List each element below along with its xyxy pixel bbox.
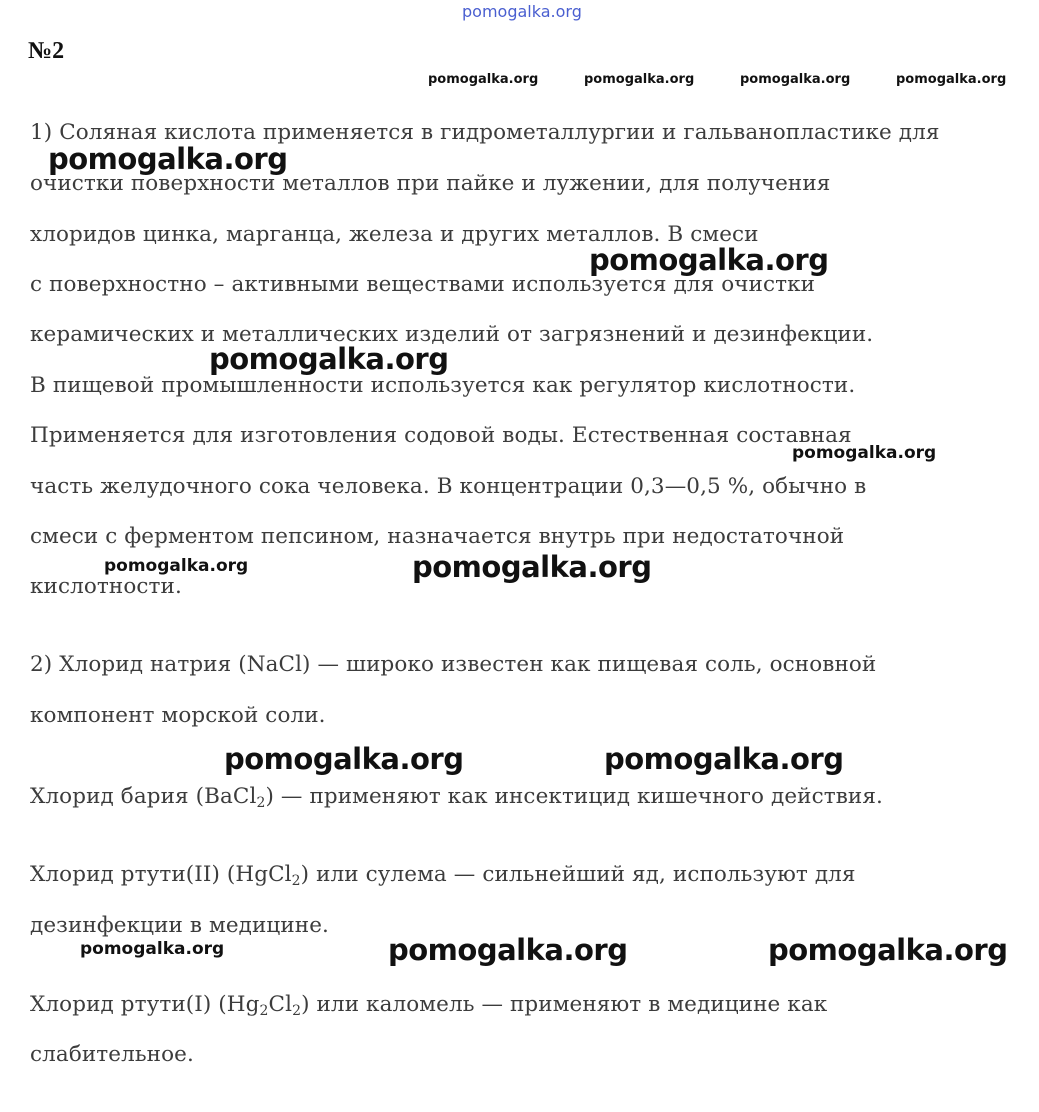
watermark: pomogalka.org: [412, 550, 652, 584]
paragraph-line: Применяется для изготовления содовой воды. Естественная составная: [30, 423, 852, 448]
watermark: pomogalka.org: [604, 742, 844, 776]
paragraph-line: В пищевой промышленности используется как регулятор кислотности.: [30, 373, 856, 398]
watermark: pomogalka.org: [792, 443, 937, 463]
watermark: pomogalka.org: [589, 243, 829, 277]
paragraph-line: очистки поверхности металлов при пайке и лужении, для получения: [30, 171, 831, 196]
watermark: pomogalka.org: [896, 72, 1007, 87]
task-number: №2: [28, 38, 65, 64]
paragraph-line: хлоридов цинка, марганца, железа и других металлов. В смеси: [30, 222, 759, 247]
paragraph-line: компонент морской соли.: [30, 703, 326, 728]
hg2cl2-line: Хлорид ртути(I) $(Hg_2Cl_2)$ или каломель — применяют в медицине как: [30, 992, 828, 1019]
watermark: pomogalka.org: [104, 556, 249, 576]
hgcl2-line: Хлорид ртути(II) (HgCl$_2$) или сулема — сильнейший яд, используют для: [30, 862, 856, 889]
paragraph-line: дезинфекции в медицине.: [30, 913, 329, 938]
site-link[interactable]: pomogalka.org: [462, 2, 582, 21]
bacl2-line: Хлорид бария (BaCl$_2$) — применяют как инсектицид кишечного действия.: [30, 784, 883, 811]
paragraph-line: слабительное.: [30, 1042, 194, 1067]
paragraph-line: 1) Соляная кислота применяется в гидрометаллургии и гальванопластике для: [30, 120, 940, 145]
paragraph-line: часть желудочного сока человека. В концентрации 0,3—0,5 %, обычно в: [30, 474, 867, 499]
paragraph-line: кислотности.: [30, 574, 182, 599]
watermark: pomogalka.org: [209, 342, 449, 376]
watermark: pomogalka.org: [768, 933, 1008, 967]
watermark: pomogalka.org: [584, 72, 695, 87]
paragraph-line: с поверхностно – активными веществами используется для очистки: [30, 272, 816, 297]
paragraph-line: керамических и металлических изделий от загрязнений и дезинфекции.: [30, 322, 874, 347]
watermark: pomogalka.org: [80, 939, 225, 959]
watermark: pomogalka.org: [428, 72, 539, 87]
paragraph-line: 2) Хлорид натрия (NaCl) — широко известен как пищевая соль, основной: [30, 652, 877, 677]
watermark: pomogalka.org: [224, 742, 464, 776]
watermark: pomogalka.org: [388, 933, 628, 967]
paragraph-line: смеси с ферментом пепсином, назначается внутрь при недостаточной: [30, 524, 845, 549]
watermark: pomogalka.org: [740, 72, 851, 87]
watermark: pomogalka.org: [48, 142, 288, 176]
